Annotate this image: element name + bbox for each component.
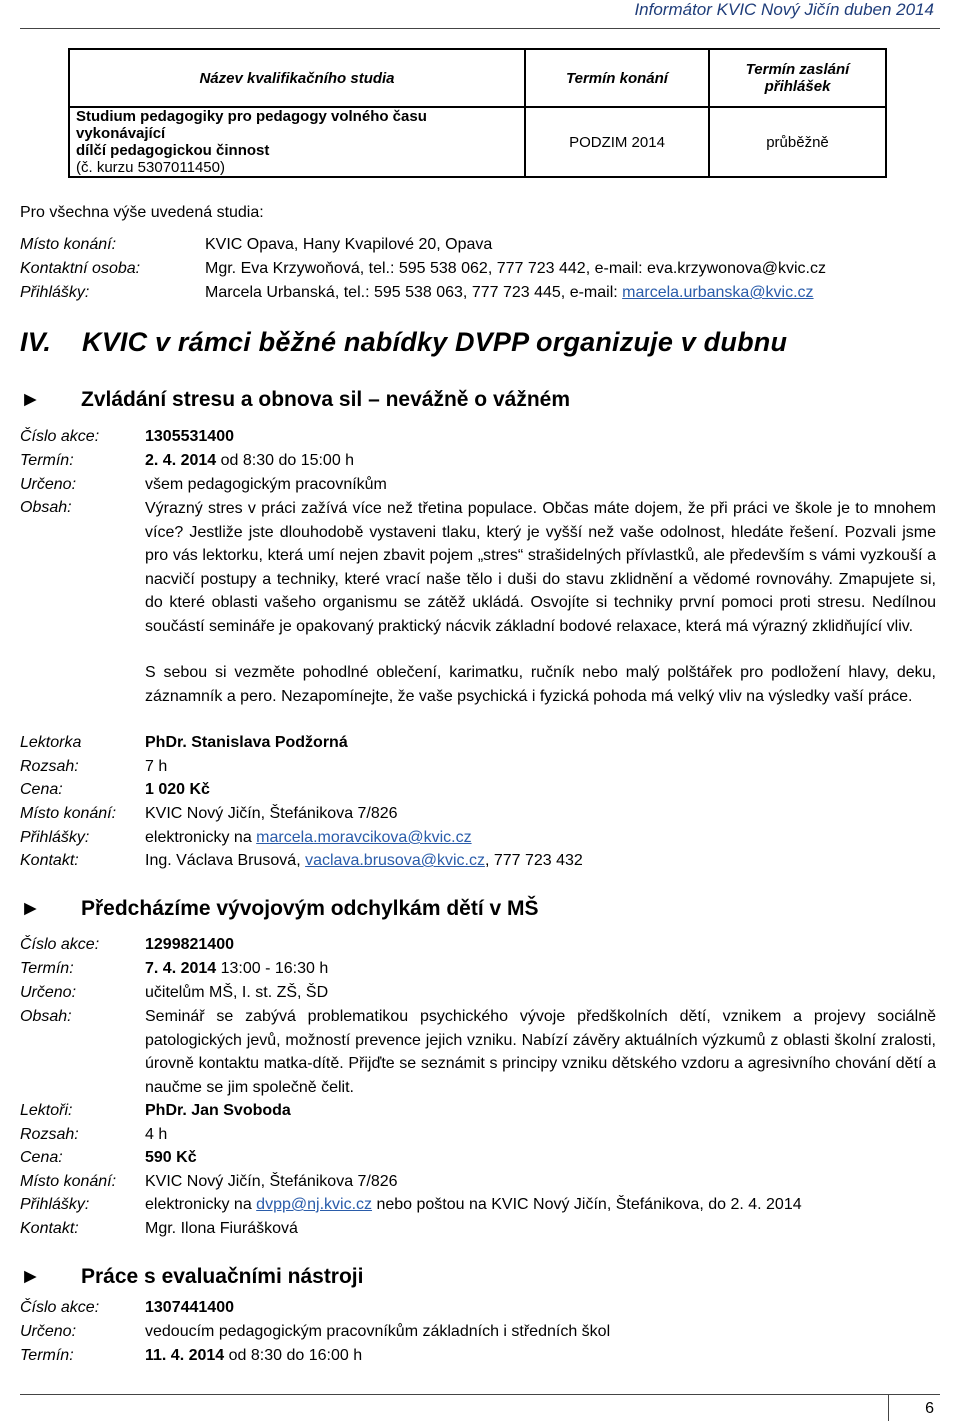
footer-divider xyxy=(20,1394,940,1395)
applications-label: Přihlášky: xyxy=(20,284,90,301)
course2-term-label: Termín: xyxy=(20,960,74,977)
course1-price-value: 1 020 Kč xyxy=(145,781,210,798)
course2-apps-email-link[interactable]: dvpp@nj.kvic.cz xyxy=(256,1196,373,1213)
course2-scope-value: 4 h xyxy=(145,1126,168,1143)
course1-apps-label: Přihlášky: xyxy=(20,829,90,846)
course2-lecturer-label: Lektoři: xyxy=(20,1102,73,1119)
course2-action-label: Číslo akce: xyxy=(20,936,100,953)
course2-apps-post: nebo poštou na KVIC Nový Jičín, Štefánikova, do 2. 4. 2014 xyxy=(372,1196,802,1213)
footer-divider-tick xyxy=(888,1394,889,1421)
course2-place-value: KVIC Nový Jičín, Štefánikova 7/826 xyxy=(145,1173,398,1190)
qualification-table xyxy=(68,48,887,178)
course1-title: Zvládání stresu a obnova sil – nevážně o vážném xyxy=(81,388,571,411)
course1-target-label: Určeno: xyxy=(20,476,77,493)
course1-contact-phone: , 777 723 432 xyxy=(484,852,583,869)
course3-term-value xyxy=(145,1347,362,1365)
course2-term-time: 13:00 - 16:30 h xyxy=(216,960,329,977)
course1-term-time: od 8:30 do 15:00 h xyxy=(216,452,355,469)
course3-term-date: 11. 4. 2014 xyxy=(145,1347,225,1364)
study-name-l1: Studium pedagogiky pro pedagogy volného času vykonávající xyxy=(76,108,427,142)
course3-action-label: Číslo akce: xyxy=(20,1299,100,1316)
bullet-triangle-icon: ► xyxy=(20,897,41,920)
col-header-name: Název kvalifikačního studia xyxy=(69,49,525,107)
place-value: KVIC Opava, Hany Kvapilové 20, Opava xyxy=(205,236,493,253)
applications-value xyxy=(205,284,814,302)
section-heading xyxy=(20,327,787,358)
course1-apps-text: elektronicky na xyxy=(145,829,257,846)
course2-scope-label: Rozsah: xyxy=(20,1126,79,1143)
course1-target-value: všem pedagogickým pracovníkům xyxy=(145,476,387,493)
course1-place-value: KVIC Nový Jičín, Štefánikova 7/826 xyxy=(145,805,398,822)
course2-apps-label: Přihlášky: xyxy=(20,1196,90,1213)
bullet-triangle-icon: ► xyxy=(20,1265,41,1288)
course3-target-value: vedoucím pedagogickým pracovníkům základních i středních škol xyxy=(145,1323,611,1340)
course2-lecturer-value: PhDr. Jan Svoboda xyxy=(145,1102,291,1119)
course1-term-label: Termín: xyxy=(20,452,74,469)
applications-email-link[interactable]: marcela.urbanska@kvic.cz xyxy=(622,284,814,301)
course2-term-date: 7. 4. 2014 xyxy=(145,960,217,977)
applications-text: Marcela Urbanská, tel.: 595 538 063, 777 723 445, e-mail: xyxy=(205,284,623,301)
course2-term-value xyxy=(145,960,328,978)
course3-title: Práce s evaluačními nástroji xyxy=(81,1265,364,1288)
course2-price-value: 590 Kč xyxy=(145,1149,197,1166)
course2-contact-value: Mgr. Ilona Fiurášková xyxy=(145,1220,298,1237)
col-header-deadline-l1: Termín zaslání xyxy=(745,61,850,78)
section-number: IV. xyxy=(20,327,52,357)
course3-target-label: Určeno: xyxy=(20,1323,77,1340)
all-studies-heading: Pro všechna výše uvedená studia: xyxy=(20,204,264,221)
col-header-term: Termín konání xyxy=(525,49,709,107)
course2-apps-text: elektronicky na xyxy=(145,1196,257,1213)
course2-title: Předcházíme vývojovým odchylkám dětí v MŠ xyxy=(81,897,539,920)
course2-apps-value xyxy=(145,1196,802,1214)
bullet-triangle-icon: ► xyxy=(20,388,41,411)
course1-content-p2: S sebou si vezměte pohodlné oblečení, karimatku, ručník nebo malý polštářek pro podložení hlavy, deku, záznamník a pero. Nezapomínejte, že vaše psychická i fyzická pohoda má velký vliv na výsledky vaší práce. xyxy=(145,664,936,705)
table-header-row xyxy=(69,49,886,107)
course1-term-value xyxy=(145,452,354,470)
course1-lecturer-value: PhDr. Stanislava Podžorná xyxy=(145,734,348,751)
course1-contact-label: Kontakt: xyxy=(20,852,79,869)
study-deadline: průběžně xyxy=(709,107,886,177)
course1-contact-name: Ing. Václava Brusová, xyxy=(145,852,306,869)
course1-contact-email-link[interactable]: vaclava.brusova@kvic.cz xyxy=(305,852,485,869)
page-number: 6 xyxy=(925,1400,934,1417)
course1-apps-value xyxy=(145,829,472,847)
study-term: PODZIM 2014 xyxy=(525,107,709,177)
course2-content: Seminář se zabývá problematikou psychického vývoje předškolních dětí, vznikem a projevy sociálně patologických jevů, možností prevence jejich vzniku. Nabízí závěry aktuálních výzkumů z oblasti školní zralosti, úrovně kontaktu matka-dítě. Přijďte se seznámit s principy vzniku dětského vzdoru a agresivního chování dětí a naučme se jim společně čelit. xyxy=(145,1008,936,1096)
course1-scope-value: 7 h xyxy=(145,758,168,775)
place-label: Místo konání: xyxy=(20,236,117,253)
course3-term-time: od 8:30 do 16:00 h xyxy=(224,1347,363,1364)
course2-place-label: Místo konání: xyxy=(20,1173,117,1190)
study-name-l2: dílčí pedagogickou činnost xyxy=(76,142,270,159)
col-header-deadline xyxy=(709,49,886,107)
course1-term-date: 2. 4. 2014 xyxy=(145,452,217,469)
table-row xyxy=(69,107,886,177)
course2-target-label: Určeno: xyxy=(20,984,77,1001)
study-name-cell xyxy=(69,107,525,177)
course1-action-label: Číslo akce: xyxy=(20,428,100,445)
course1-scope-label: Rozsah: xyxy=(20,758,79,775)
course1-content-label: Obsah: xyxy=(20,499,72,516)
header-divider xyxy=(20,28,940,29)
course2-content-label: Obsah: xyxy=(20,1008,72,1025)
course2-contact-label: Kontakt: xyxy=(20,1220,79,1237)
course1-contact-value xyxy=(145,852,583,870)
course1-place-label: Místo konání: xyxy=(20,805,117,822)
study-code: (č. kurzu 5307011450) xyxy=(76,159,225,176)
col-header-deadline-l2: přihlášek xyxy=(764,78,831,95)
course3-action-value: 1307441400 xyxy=(145,1299,234,1316)
page-header-title: Informátor KVIC Nový Jičín duben 2014 xyxy=(634,0,934,19)
course1-lecturer-label: Lektorka xyxy=(20,734,82,751)
course3-term-label: Termín: xyxy=(20,1347,74,1364)
course1-content-p1: Výrazný stres v práci zažívá více než třetina populace. Občas máte dojem, že při práci ve škole je to mnohem více? Jestliže jste dlouhodobě vystaveni tlaku, který je vyšší než vaše odolnost, hledáte řešení. Pozvali jsme pro vás lektorku, která umí nejen zbavit pojem „stres“ strašidelných přívlastků, ale především s vámi vyzkouší a nacvičí postupy a techniky, které vrací naše tělo i duši do stavu zklidnění a vědomé rovnováhy. Zmapujete si, do které oblasti vašeho organismu se zátěž ukládá. Osvojíte si techniky první pomoci proti stresu. Nedílnou součástí semináře je opakovaný praktický nácvik základní bodové relaxace, která má výrazný zklidňující vliv. xyxy=(145,500,936,635)
course1-action-value: 1305531400 xyxy=(145,428,234,445)
section-title: KVIC v rámci běžné nabídky DVPP organizuje v dubnu xyxy=(82,327,788,357)
contact-person-value: Mgr. Eva Krzywoňová, tel.: 595 538 062, 777 723 442, e-mail: eva.krzywonova@kvic.cz xyxy=(205,260,826,277)
course1-price-label: Cena: xyxy=(20,781,63,798)
course2-action-value: 1299821400 xyxy=(145,936,234,953)
contact-person-label: Kontaktní osoba: xyxy=(20,260,141,277)
course2-target-value: učitelům MŠ, I. st. ZŠ, ŠD xyxy=(145,984,329,1001)
course2-price-label: Cena: xyxy=(20,1149,63,1166)
course1-apps-email-link[interactable]: marcela.moravcikova@kvic.cz xyxy=(256,829,472,846)
